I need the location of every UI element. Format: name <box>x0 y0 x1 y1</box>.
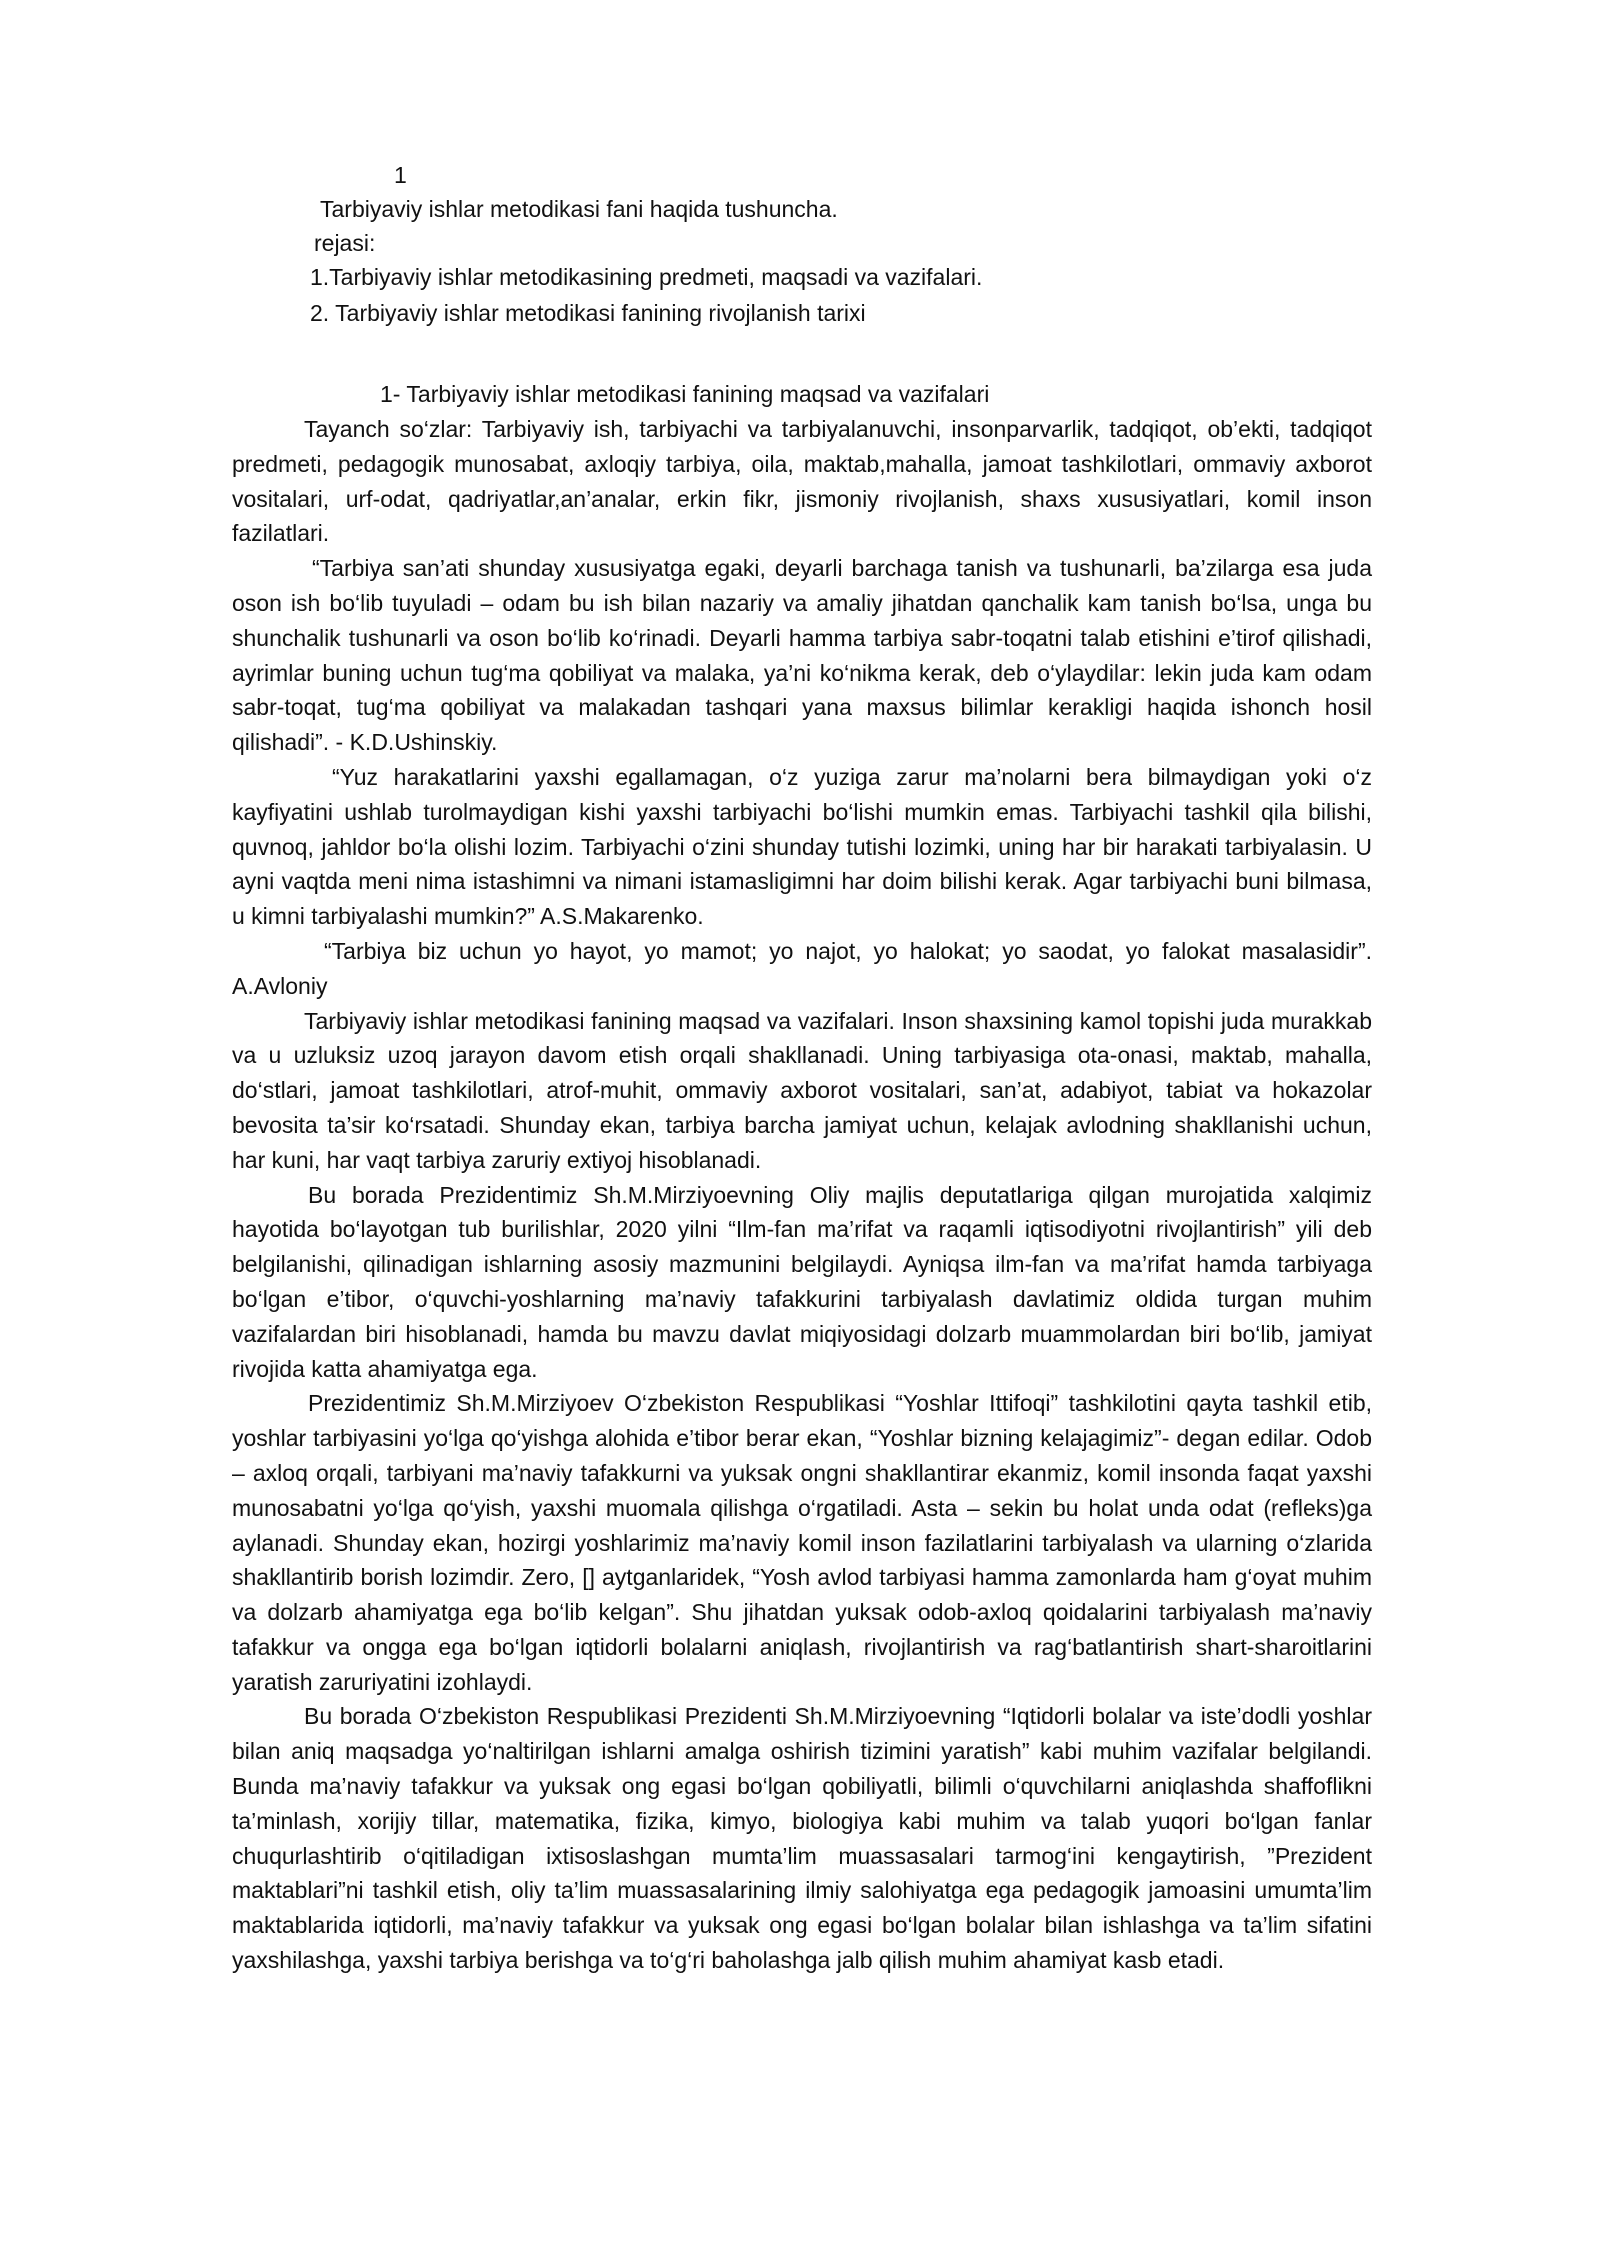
plan-label: rejasi: <box>314 230 376 256</box>
keywords-paragraph: Tayanch so‘zlar: Tarbiyaviy ish, tarbiyachi va tarbiyalanuvchi, insonparvarlik, tadqiqot, ob’ekti, tadqiqot predmeti, pedagogik munosabat, axloqiy tarbiya, oila, maktab,mahalla, jamoat tashkilotlari, ommaviy axborot vositalari, urf-odat, qadriyatlar,an’analar, erkin fikr, jismoniy rivojlanish, shaxs xususiyatlari, komil inson fazilatlari. <box>232 416 1372 547</box>
body-paragraph: Tarbiyaviy ishlar metodikasi fanining maqsad va vazifalari. Inson shaxsining kamol topishi juda murakkab va u uzluksiz uzoq jarayon davom etish orqali shakllanadi. Uning tarbiyasiga ota-onasi, maktab, mahalla, do‘stlari, jamoat tashkilotlari, atrof-muhit, ommaviy axborot vositalari, san’at, adabiyot, tabiat va hokazolar bevosita ta’sir ko‘rsatadi. Shunday ekan, tarbiya barcha jamiyat uchun, kelajak avlodning shakllanishi uchun, har kuni, har vaqt tarbiya zaruriy extiyoj hisoblanadi. <box>232 1007 1372 1173</box>
body-text <box>232 412 1372 1978</box>
body-paragraph: Prezidentimiz Sh.M.Mirziyoev O‘zbekiston Respublikasi “Yoshlar Ittifoqi” tashkilotini qayta tashkil etib, yoshlar tarbiyasini yo‘lga qo‘yishga alohida e’tibor berar ekan, “Yoshlar bizning kelajagimiz”- degan edilar. Odob – axloq orqali, tarbiyani ma’naviy tafakkurni va yuksak ongni shakllantirar ekanmiz, komil insonda faqat yaxshi munosabatni yo‘lga qo‘yish, yaxshi muomala qilishga o‘rgatiladi. Asta – sekin bu holat unda odat (refleks)ga aylanadi. Shunday ekan, hozirgi yoshlarimiz ma’naviy komil inson fazilatlarini tarbiyalash va ularning o‘zlarida shakllantirib borish lozimdir. Zero, [] aytganlaridek, “Yosh avlod tarbiyasi hamma zamonlarda ham g‘oyat muhim va dolzarb ahamiyatga ega bo‘lib kelgan”. Shu jihatdan yuksak odob-axloq qoidalarini tarbiyalash ma’naviy tafakkur va ongga ega bo‘lgan iqtidorli bolalarni aniqlash, rivojlantirish va rag‘batlantirish shart-sharoitlarini yaratish zaruriyatini izohlaydi. <box>232 1390 1372 1695</box>
page-number: 1 <box>394 162 407 188</box>
quote-makarenko: “Yuz harakatlarini yaxshi egallamagan, o‘z yuziga zarur ma’nolarni bera bilmaydigan yoki o‘z kayfiyatini ushlab turolmaydigan kishi yaxshi tarbiyachi bo‘lishi mumkin emas. Tarbiyachi tashkil qila bilishi, quvnoq, jahldor bo‘la olishi lozim. Tarbiyachi o‘zini shunday tutishi lozimki, uning har bir harakati tarbiyalasin. U ayni vaqtda meni nima istashimni va nimani istamasligimni har doim bilishi kerak. Agar tarbiyachi buni bilmasa, u kimni tarbiyalashi mumkin?” A.S.Makarenko. <box>232 763 1372 930</box>
document-title: Tarbiyaviy ishlar metodikasi fani haqida tushuncha. <box>320 196 838 222</box>
section-heading: 1- Tarbiyaviy ishlar metodikasi fanining maqsad va vazifalari <box>380 381 990 407</box>
body-paragraph: Bu borada O‘zbekiston Respublikasi Prezidenti Sh.M.Mirziyoevning “Iqtidorli bolalar va iste’dodli yoshlar bilan aniq maqsadga yo‘naltirilgan ishlarni amalga oshirish tizimini yaratish” kabi muhim vazifalar belgilandi. Bunda ma’naviy tafakkur va yuksak ong egasi bo‘lgan qobiliyatli, bilimli o‘quvchilarni aniqlashda shaffoflikni ta’minlash, xorijiy tillar, matematika, fizika, kimyo, biologiya kabi muhim va talab yuqori bo‘lgan fanlar chuqurlashtirib o‘qitiladigan ixtisoslashgan mumta’lim muassasalari tarmog‘ini kengaytirish, ”Prezident maktablari”ni tashkil etish, oliy ta’lim muassasalarining ilmiy salohiyatga ega pedagogik jamoasini umumta’lim maktablarida iqtidorli, ma’naviy tafakkur va yuksak ong egasi bo‘lgan bolalar bilan ishlashga va ta’lim sifatini yaxshilashga, yaxshi tarbiya berishga va to‘g‘ri baholashga jalb qilish muhim ahamiyat kasb etadi. <box>232 1703 1372 1974</box>
body-paragraph: Bu borada Prezidentimiz Sh.M.Mirziyoevning Oliy majlis deputatlariga qilgan murojatida xalqimiz hayotida bo‘layotgan tub burilishlar, 2020 yilni “Ilm-fan ma’rifat va raqamli iqtisodiyotni rivojlantirish” yili deb belgilanishi, qilinadigan ishlarning asosiy mazmunini belgilaydi. Ayniqsa ilm-fan va ma’rifat hamda tarbiyaga bo‘lgan e’tibor, o‘quvchi-yoshlarning ma’naviy tafakkurini tarbiyalash davlatimiz oldida turgan muhim vazifalardan biri hisoblanadi, hamda bu mavzu davlat miqiyosidagi dolzarb muammolardan biri bo‘lib, jamiyat rivojida katta ahamiyatga ega. <box>232 1181 1372 1382</box>
plan-item: 1.Tarbiyaviy ishlar metodikasining predmeti, maqsadi va vazifalari. <box>310 264 983 290</box>
quote-ushinskiy: “Tarbiya san’ati shunday xususiyatga egaki, deyarli barchaga tanish va tushunarli, ba’zilarga esa juda oson ish bo‘lib tuyuladi – odam bu ish bilan nazariy va amaliy jihatdan qanchalik kam tanish bo‘lsa, unga bu shunchalik tushunarli va oson bo‘lib ko‘rinadi. Deyarli hamma tarbiya sabr-toqatni talab etishini e’tirof qilishadi, ayrimlar buning uchun tug‘ma qobiliyat va malaka, ya’ni ko‘nikma kerak, deb o‘ylaydilar: lekin juda kam odam sabr-toqat, tug‘ma qobiliyat va malakadan tashqari yana maxsus bilimlar kerakligi haqida ishonch hosil qilishadi”. - K.D.Ushinskiy. <box>232 555 1372 756</box>
quote-avloniy: “Tarbiya biz uchun yo hayot, yo mamot; yo najot, yo halokat; yo saodat, yo falokat masalasidir”. A.Avloniy <box>232 937 1372 999</box>
plan-item: 2. Tarbiyaviy ishlar metodikasi fanining rivojlanish tarixi <box>310 300 866 326</box>
